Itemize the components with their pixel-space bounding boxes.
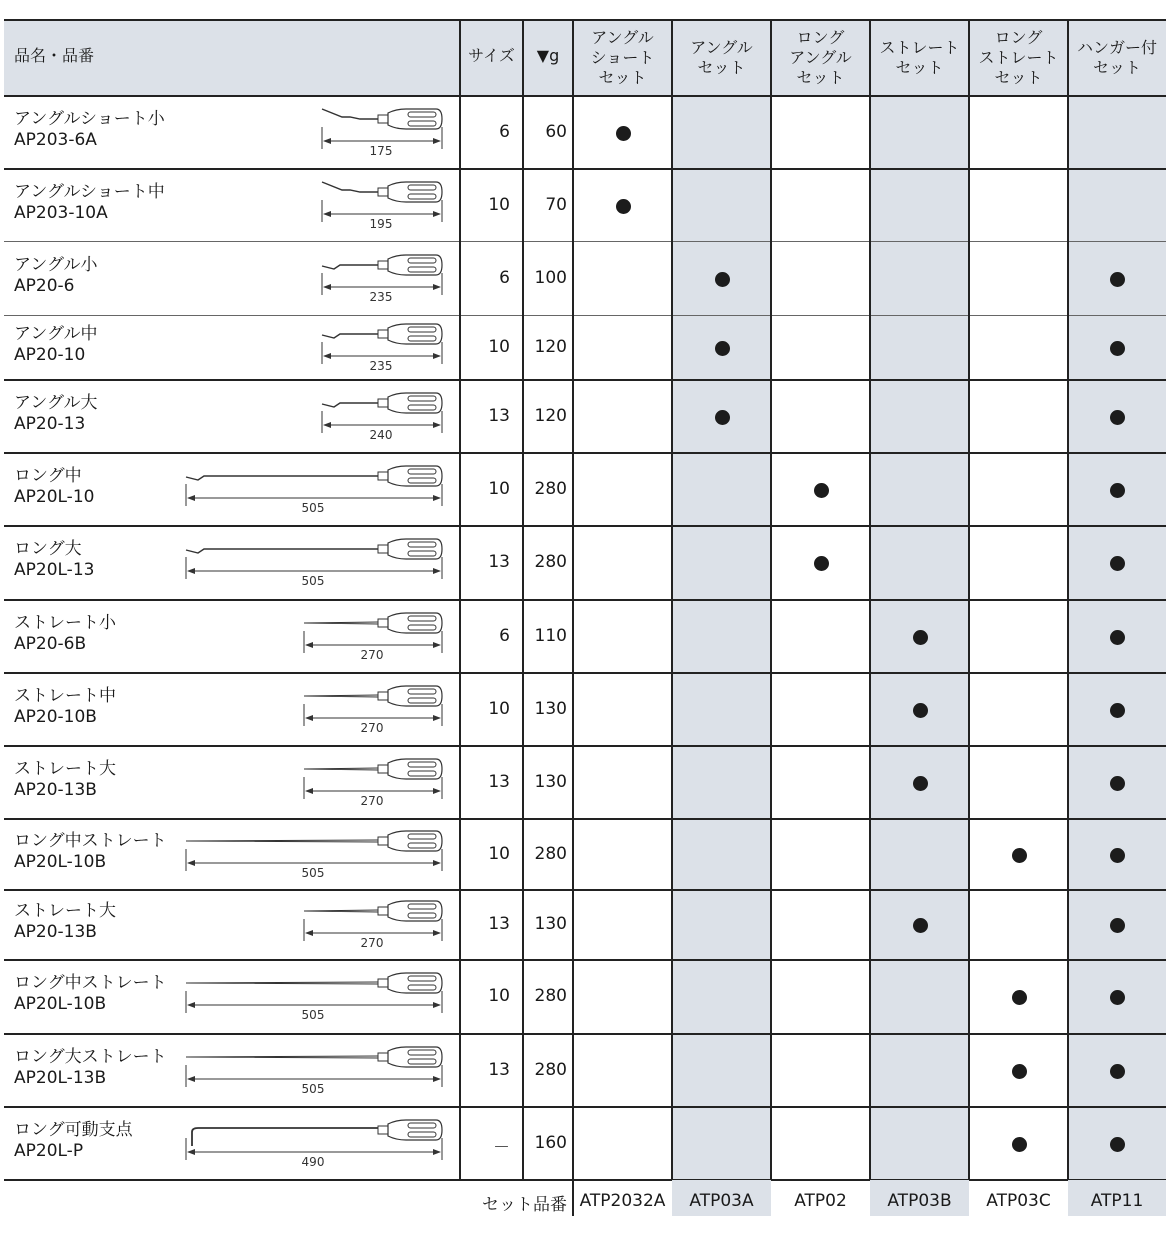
table-row [4, 380, 1166, 453]
length-dimension: 490 [301, 1154, 325, 1169]
table-row [4, 453, 1166, 526]
included-mark-icon [1110, 556, 1125, 571]
length-dimension: 505 [301, 500, 325, 515]
table-row [4, 673, 1166, 746]
product-name: アングル小 [14, 255, 98, 275]
tool-illustration-straight [4, 609, 460, 663]
size-value: 13 [488, 552, 510, 572]
column-divider [869, 20, 871, 1180]
size-value: 10 [488, 478, 510, 499]
size-value: 10 [488, 337, 510, 357]
included-mark-icon [814, 556, 829, 571]
tool-illustration-angle [4, 389, 460, 443]
included-mark-icon [1012, 1064, 1027, 1079]
included-mark-icon [1110, 1064, 1125, 1079]
included-mark-icon [913, 630, 928, 645]
tool-illustration-long-angle [4, 462, 460, 516]
weight-value: 280 [534, 552, 567, 572]
column-divider [572, 20, 574, 1216]
tool-illustration-long-straight [4, 827, 460, 881]
table-row [4, 526, 1166, 600]
tool-illustration-straight [4, 682, 460, 736]
included-mark-icon [616, 126, 631, 141]
weight-value: 130 [534, 914, 567, 934]
product-code: AP20L-P [14, 1140, 84, 1161]
row-divider [4, 19, 1166, 21]
product-name: アングル大 [14, 392, 98, 413]
tool-illustration-angle [4, 251, 460, 305]
weight-value: 60 [545, 121, 567, 142]
length-dimension: 505 [301, 1008, 325, 1022]
set-code-atp03b: ATP03B [870, 1180, 969, 1216]
included-mark-icon [715, 410, 730, 425]
product-code: AP20-6 [14, 276, 75, 296]
weight-value: 130 [534, 771, 567, 792]
included-mark-icon [913, 776, 928, 791]
row-divider [4, 95, 1166, 97]
size-value: 10 [488, 698, 510, 719]
tool-illustration-long-pivot [4, 1116, 460, 1170]
column-divider [522, 20, 524, 1180]
column-divider [459, 20, 461, 1180]
length-dimension: 240 [369, 427, 393, 442]
product-code: AP20-10B [14, 706, 97, 727]
included-mark-icon [1012, 1137, 1027, 1152]
weight-value: 280 [534, 1059, 567, 1080]
product-name: ロング中 [14, 465, 82, 486]
product-code: AP20L-10B [14, 994, 107, 1014]
size-value: 10 [488, 843, 510, 864]
length-dimension: 235 [369, 359, 393, 373]
product-name: ストレート大 [14, 758, 116, 779]
table-row [4, 169, 1166, 242]
length-dimension: 505 [301, 865, 325, 880]
set-code-atp02: ATP02 [794, 1191, 847, 1211]
product-name: ストレート大 [14, 901, 116, 921]
product-code: AP20-13B [14, 779, 97, 800]
weight-value: 100 [534, 268, 567, 288]
length-dimension: 270 [360, 793, 384, 808]
table-row [4, 96, 1166, 169]
header-set-atp03a: アングル セット [690, 38, 753, 77]
size-value: 13 [488, 405, 510, 426]
product-name: アングルショート小 [14, 108, 165, 129]
row-divider [4, 379, 1166, 381]
table-row [4, 316, 1166, 380]
tool-illustration-long-straight [4, 969, 460, 1023]
product-name: アングルショート中 [14, 181, 165, 202]
set-code-atp03a: ATP03A [672, 1180, 771, 1216]
tool-illustration-angle-short [4, 178, 460, 232]
product-name: ロング中ストレート [14, 830, 167, 851]
product-code: AP20L-10 [14, 486, 95, 507]
included-mark-icon [1110, 341, 1125, 356]
row-divider [4, 168, 1166, 170]
product-code: AP20-10 [14, 345, 86, 365]
tool-illustration-long-angle [4, 535, 460, 589]
set-code-atp2032a: ATP2032A [579, 1191, 666, 1211]
included-mark-icon [1012, 990, 1027, 1005]
header-size-col: サイズ [468, 46, 515, 65]
tool-illustration-straight [4, 755, 460, 809]
product-name: アングル中 [14, 324, 98, 344]
tool-illustration-angle-short [4, 105, 460, 159]
included-mark-icon [1110, 848, 1125, 863]
table-row [4, 600, 1166, 673]
header-set-atp11: ハンガー付 セット [1076, 38, 1157, 77]
row-divider [4, 818, 1166, 820]
included-mark-icon [715, 272, 730, 287]
included-mark-icon [814, 483, 829, 498]
row-divider [4, 599, 1166, 601]
length-dimension: 270 [360, 647, 384, 662]
table-row [4, 746, 1166, 819]
product-code: AP203-6A [14, 129, 97, 150]
set-code-atp03c: ATP03C [986, 1191, 1051, 1211]
size-value: 6 [499, 268, 510, 288]
size-value: 13 [488, 914, 510, 934]
weight-value: 280 [534, 478, 567, 499]
column-divider [770, 20, 772, 1180]
row-divider [4, 452, 1166, 454]
length-dimension: 270 [360, 720, 384, 735]
weight-value: 130 [534, 698, 567, 719]
row-divider [4, 672, 1166, 674]
row-divider [4, 889, 1166, 891]
weight-value: 280 [534, 986, 567, 1006]
row-divider [4, 525, 1166, 527]
header-set-atp02: ロング アングル セット [789, 28, 852, 87]
included-mark-icon [1110, 272, 1125, 287]
included-mark-icon [913, 703, 928, 718]
included-mark-icon [1110, 918, 1125, 933]
column-divider [671, 20, 673, 1180]
included-mark-icon [616, 199, 631, 214]
header-weight-col: ▼g [536, 46, 560, 65]
table-row [4, 960, 1166, 1034]
table-row [4, 242, 1166, 316]
length-dimension: 505 [301, 1081, 325, 1096]
weight-value: 110 [534, 625, 567, 646]
product-name: ロング大 [14, 539, 82, 559]
included-mark-icon [1012, 848, 1027, 863]
product-code: AP20L-13B [14, 1067, 107, 1088]
column-divider [1067, 20, 1069, 1180]
tool-illustration-long-straight [4, 1043, 460, 1097]
set-code-atp11: ATP11 [1068, 1180, 1166, 1216]
table-row [4, 1107, 1166, 1180]
length-dimension: 195 [369, 216, 393, 231]
row-divider [4, 315, 1166, 316]
length-dimension: 175 [369, 143, 393, 158]
header-set-atp03b: ストレート セット [879, 38, 960, 77]
product-name: ロング大ストレート [14, 1046, 167, 1067]
header-set-atp03c: ロング ストレート セット [978, 28, 1059, 87]
row-divider [4, 1106, 1166, 1108]
weight-value: 120 [534, 337, 567, 357]
row-divider [4, 959, 1166, 961]
size-value: 10 [488, 986, 510, 1006]
size-value: 13 [488, 1059, 510, 1080]
included-mark-icon [1110, 410, 1125, 425]
included-mark-icon [913, 918, 928, 933]
column-divider [968, 20, 970, 1180]
table-row [4, 1034, 1166, 1107]
tool-illustration-angle [4, 320, 460, 374]
included-mark-icon [1110, 630, 1125, 645]
header-set-atp2032a: アングル ショート セット [590, 28, 655, 87]
size-value: 6 [499, 625, 510, 646]
included-mark-icon [715, 341, 730, 356]
table-row [4, 890, 1166, 960]
included-mark-icon [1110, 483, 1125, 498]
footer-set-label: セット品番 [482, 1195, 567, 1215]
product-name: ストレート小 [14, 612, 116, 633]
product-code: AP20-13 [14, 413, 86, 434]
row-divider [4, 1033, 1166, 1035]
product-code: AP20L-10B [14, 851, 107, 872]
weight-value: 280 [534, 843, 567, 864]
length-dimension: 505 [301, 574, 325, 588]
tool-illustration-straight [4, 897, 460, 951]
included-mark-icon [1110, 776, 1125, 791]
product-code: AP203-10A [14, 202, 108, 223]
weight-value: 70 [545, 194, 567, 215]
size-value: 13 [488, 771, 510, 792]
length-dimension: 235 [369, 290, 393, 304]
row-divider [4, 745, 1166, 747]
product-name: ロング中ストレート [14, 973, 167, 993]
header-name-col: 品名・品番 [14, 46, 95, 65]
included-mark-icon [1110, 990, 1125, 1005]
product-code: AP20-6B [14, 633, 87, 654]
included-mark-icon [1110, 1137, 1125, 1152]
size-value: 6 [499, 121, 510, 142]
product-name: ストレート中 [14, 685, 116, 706]
product-name: ロング可動支点 [14, 1119, 133, 1140]
size-value: － [493, 1137, 510, 1158]
product-code: AP20L-13 [14, 560, 95, 580]
product-code: AP20-13B [14, 922, 97, 942]
table-row [4, 819, 1166, 890]
weight-value: 160 [534, 1132, 567, 1153]
included-mark-icon [1110, 703, 1125, 718]
size-value: 10 [488, 194, 510, 215]
row-divider [4, 241, 1166, 242]
length-dimension: 270 [360, 936, 384, 950]
weight-value: 120 [534, 405, 567, 426]
